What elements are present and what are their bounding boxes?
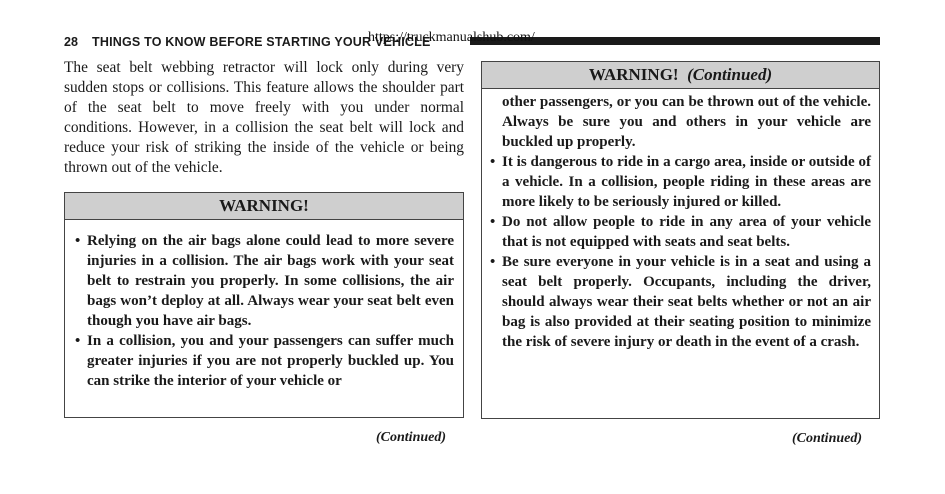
intro-paragraph: The seat belt webbing retractor will lock only during very sudden stops or collisions. This feature allows the shoulder part of the seat belt to move freely with you under normal conditions. However, in a collision the seat belt will lock and reduce your risk of striking the inside of the vehicle or being thrown out of the vehicle. xyxy=(64,59,464,176)
page-number: 28 xyxy=(64,35,78,49)
warning-item: • It is dangerous to ride in a cargo area, inside or outside of a vehicle. In a collision, people riding in these areas are more likely to be seriously injured or killed. xyxy=(490,152,871,212)
warning-list xyxy=(65,220,463,391)
continued-label-left: (Continued) xyxy=(376,430,447,445)
warning-item: • Relying on the air bags alone could lead to more severe injuries in a collision. The air bags work with your seat belt to restrain you properly. In some collisions, the air bags won’t deploy at all. Always wear your seat belt even though you have air bags. xyxy=(75,231,454,331)
warning-continuation: other passengers, or you can be thrown out of the vehicle. Always be sure you and others in your vehicle are buckled up properly. xyxy=(502,94,871,150)
warning-title: WARNING! xyxy=(588,65,679,84)
warning-item: • Do not allow people to ride in any area of your vehicle that is not equipped with seats and seat belts. xyxy=(490,212,871,252)
warning-box-right xyxy=(481,61,880,419)
continued-label-right: (Continued) xyxy=(792,431,863,446)
warning-title: WARNING! xyxy=(65,193,463,220)
warning-item: • In a collision, you and your passengers can suffer much greater injuries if you are not properly buckled up. You can strike the interior of your vehicle or xyxy=(75,331,454,391)
page-header xyxy=(64,30,880,51)
watermark-url: https://truckmanualshub.com/ xyxy=(368,30,535,45)
section-title: THINGS TO KNOW BEFORE STARTING YOUR VEHICLE xyxy=(92,35,431,49)
warning-box-left xyxy=(64,192,464,418)
warning-title-suffix: (Continued) xyxy=(687,65,773,84)
warning-title-continued xyxy=(482,62,879,89)
warning-list xyxy=(482,89,879,352)
warning-item: • Be sure everyone in your vehicle is in a seat and using a seat belt properly. Occupants, including the driver, should always wear their seat belts whether or not an air bag is also provided at their seating position to minimize the risk of severe injury or death in the event of a crash. xyxy=(490,252,871,352)
